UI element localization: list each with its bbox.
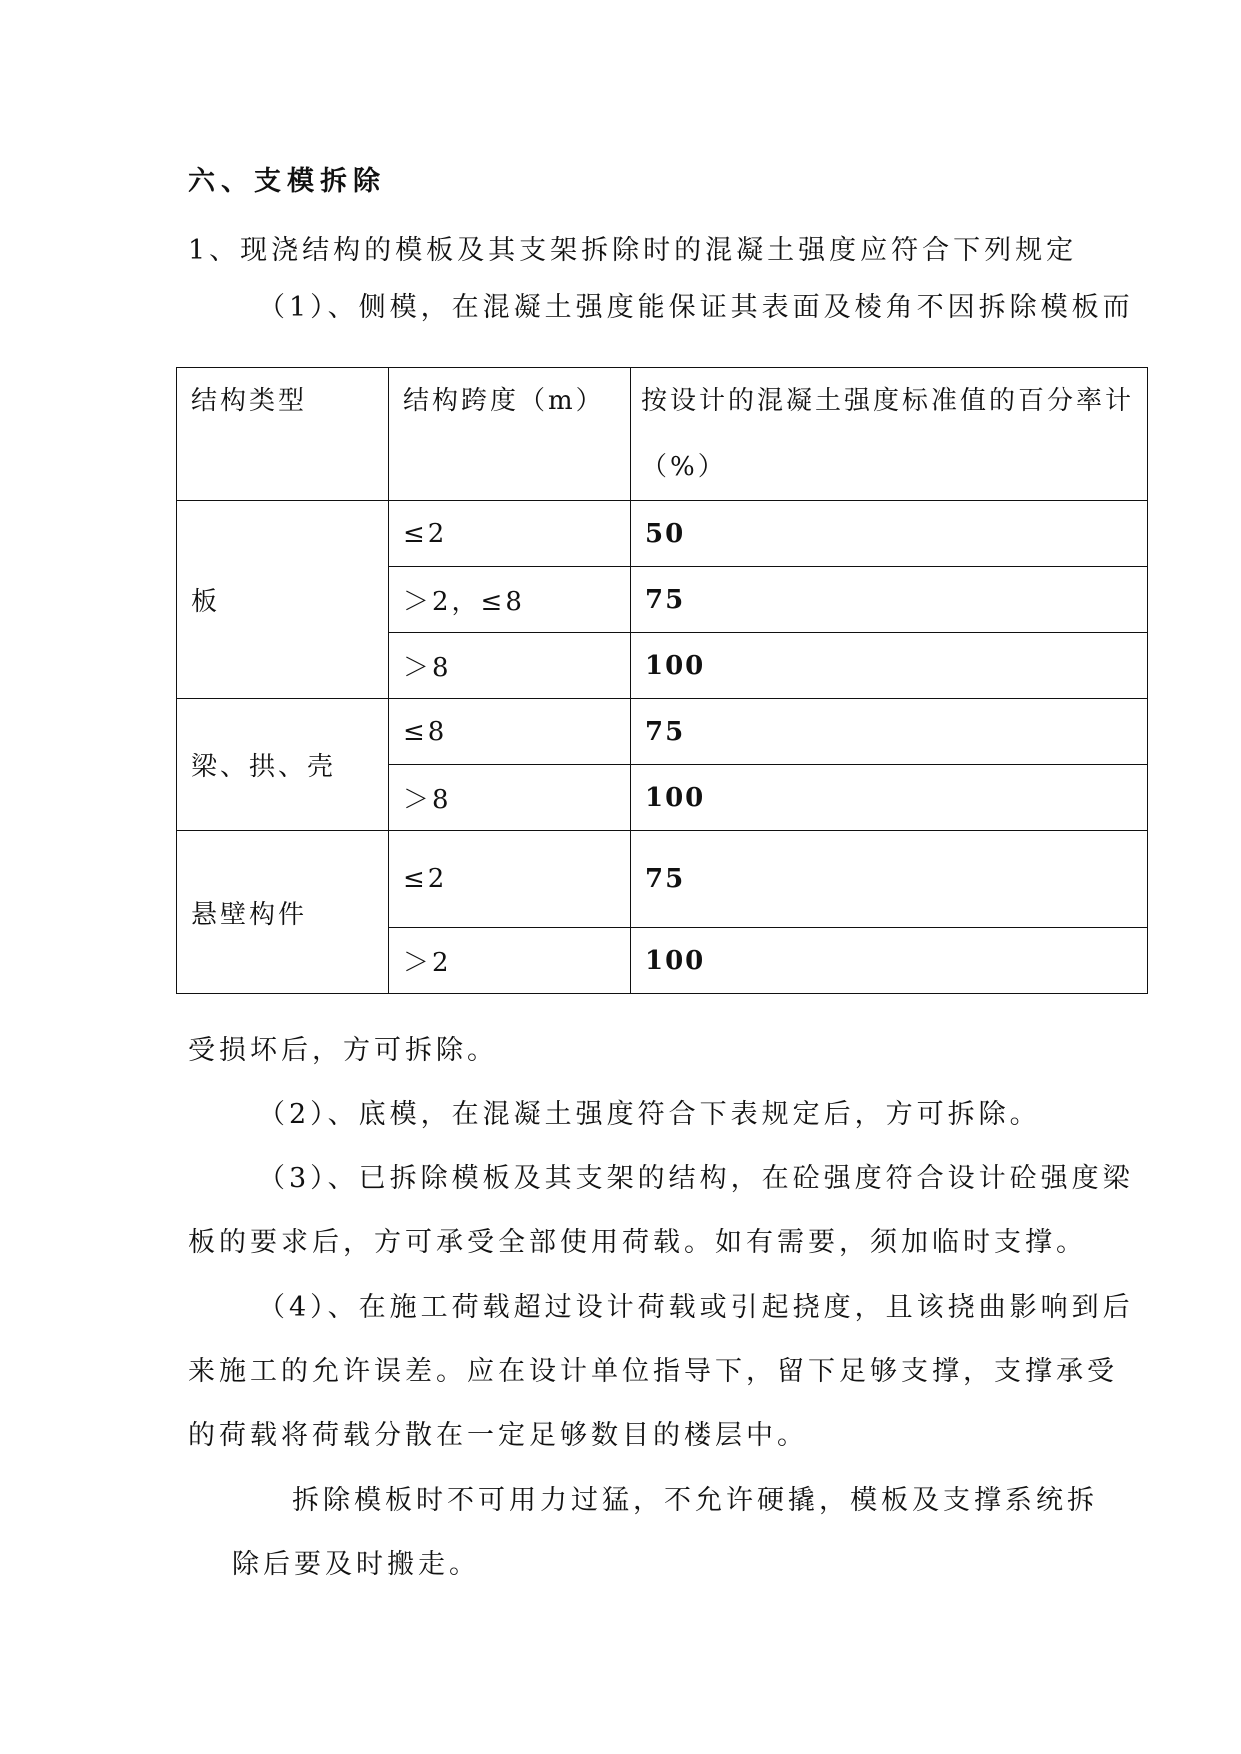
span-cell: ＞2 xyxy=(389,928,631,994)
value-cell: 100 xyxy=(631,633,1148,699)
section-title: 六、支模拆除 xyxy=(188,166,386,197)
paragraph-5-line-2: 除后要及时搬走。 xyxy=(232,1549,480,1580)
header-structure-type: 结构类型 xyxy=(177,368,389,501)
span-cell: ≤8 xyxy=(389,699,631,765)
paragraph-2: （2）、底模，在混凝土强度符合下表规定后，方可拆除。 xyxy=(258,1099,1041,1130)
span-cell: ≤2 xyxy=(389,501,631,567)
paragraph-3-line-1: （3）、已拆除模板及其支架的结构，在砼强度符合设计砼强度梁 xyxy=(258,1163,1134,1194)
table-row xyxy=(177,501,1148,567)
paragraph-4-line-3: 的荷载将荷载分散在一定足够数目的楼层中。 xyxy=(188,1420,808,1451)
table-header-row xyxy=(177,368,1148,501)
value-cell: 75 xyxy=(631,699,1148,765)
paragraph-5-line-1: 拆除模板时不可用力过猛，不允许硬撬，模板及支撑系统拆 xyxy=(292,1485,1098,1516)
paragraph-4-line-1: （4）、在施工荷载超过设计荷载或引起挠度，且该挠曲影响到后 xyxy=(258,1292,1134,1323)
value-cell: 75 xyxy=(631,831,1148,928)
type-cell-cantilever: 悬壁构件 xyxy=(177,831,389,994)
value-cell: 100 xyxy=(631,765,1148,831)
item-1-text: 1、现浇结构的模板及其支架拆除时的混凝土强度应符合下列规定 xyxy=(188,235,1078,266)
table-row xyxy=(177,831,1148,928)
paragraph-1-line-1: （1）、侧模，在混凝土强度能保证其表面及棱角不因拆除模板而 xyxy=(258,292,1134,323)
value-cell: 50 xyxy=(631,501,1148,567)
paragraph-3-line-2: 板的要求后，方可承受全部使用荷载。如有需要，须加临时支撑。 xyxy=(188,1227,1087,1258)
value-cell: 100 xyxy=(631,928,1148,994)
span-cell: ＞8 xyxy=(389,633,631,699)
type-cell-slab: 板 xyxy=(177,501,389,699)
paragraph-4-line-2: 来施工的允许误差。应在设计单位指导下，留下足够支撑，支撑承受 xyxy=(188,1356,1118,1387)
formwork-removal-table xyxy=(176,367,1148,994)
header-strength-percentage: 按设计的混凝土强度标准值的百分率计 （%） xyxy=(631,368,1148,501)
span-cell: ＞2，≤8 xyxy=(389,567,631,633)
header-structure-span: 结构跨度（m） xyxy=(389,368,631,501)
paragraph-1-line-2: 受损坏后，方可拆除。 xyxy=(188,1035,498,1066)
value-cell: 75 xyxy=(631,567,1148,633)
type-cell-beam-arch-shell: 梁、拱、壳 xyxy=(177,699,389,831)
span-cell: ＞8 xyxy=(389,765,631,831)
table-row xyxy=(177,699,1148,765)
span-cell: ≤2 xyxy=(389,831,631,928)
